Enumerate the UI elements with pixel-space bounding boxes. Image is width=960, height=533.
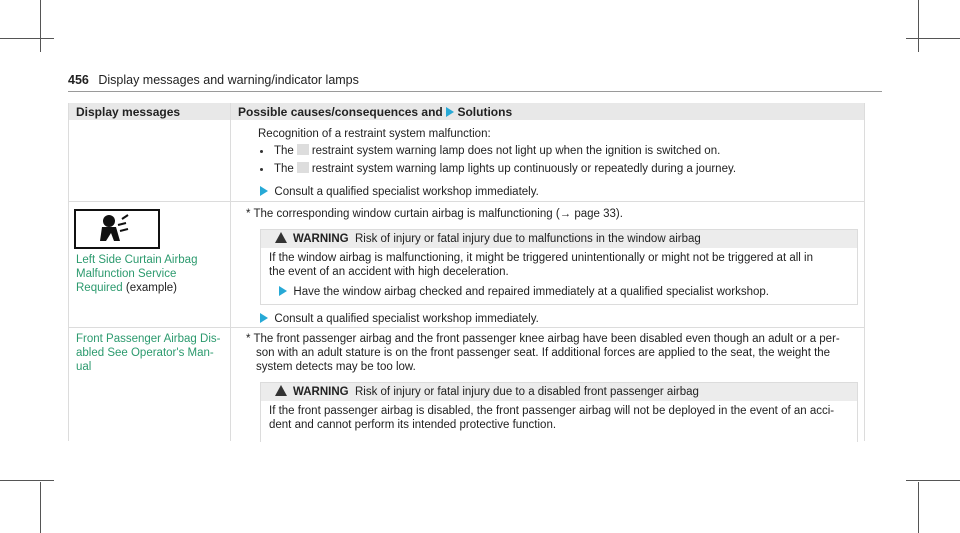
action-text: Consult a qualified specialist workshop immediately. <box>274 313 539 325</box>
arrow-icon <box>279 286 287 296</box>
cause-line: system detects may be too low. <box>256 361 416 373</box>
table-border <box>864 103 865 441</box>
warning-text-line: dent and cannot perform its intended protective function. <box>269 419 557 431</box>
arrow-icon <box>260 186 268 196</box>
bullet <box>260 168 263 171</box>
bullet-prefix: The <box>274 145 294 157</box>
bullet <box>260 150 263 153</box>
bullet-item-2 <box>274 162 736 176</box>
header-divider <box>68 91 882 92</box>
message-line: Malfunction Service <box>76 268 177 280</box>
warning-text-line: If the window airbag is malfunctioning, it might be triggered unintentionally or might not be triggered at all in <box>269 252 813 264</box>
warning-title: Risk of injury or fatal injury due to malfunctions in the window airbag <box>354 233 701 245</box>
restraint-lamp-icon <box>297 162 309 173</box>
table-header <box>68 103 865 120</box>
action-text: Consult a qualified specialist workshop immediately. <box>274 186 539 198</box>
cause-line: son with an adult stature is on the front passenger seat. If additional forces are applied to the seat, the weight the <box>256 347 831 359</box>
bullet-prefix: The <box>274 163 294 175</box>
warning-box <box>260 229 858 305</box>
action-item <box>260 312 539 326</box>
col-header-causes-text: Possible causes/consequences and <box>238 105 443 119</box>
bullet-text: restraint system warning lamp lights up continuously or repeatedly during a journey. <box>311 163 737 175</box>
warning-box <box>260 382 858 442</box>
warning-title: Risk of injury or fatal injury due to a disabled front passenger airbag <box>354 386 699 398</box>
restraint-lamp-icon <box>297 144 309 155</box>
page-number: 456 <box>68 73 89 87</box>
col-header-causes <box>238 105 512 119</box>
page-header-title: Display messages and warning/indicator lamps <box>98 73 359 87</box>
message-line: ual <box>76 361 92 373</box>
crop-mark <box>918 0 919 52</box>
crop-mark <box>0 38 54 39</box>
crop-mark <box>918 482 919 533</box>
warning-title-line <box>275 232 701 246</box>
bullet-item-1 <box>274 144 720 158</box>
cause-text: * The corresponding window curtain airbag is malfunctioning (→ page 33). <box>246 208 623 220</box>
warning-action-text: Have the window airbag checked and repaired immediately at a qualified specialist workshop. <box>293 286 769 298</box>
crop-mark <box>906 480 960 481</box>
message-line: Left Side Curtain Airbag <box>76 254 198 266</box>
airbag-occupant-icon <box>74 209 160 249</box>
bullet-text: restraint system warning lamp does not light up when the ignition is switched on. <box>311 145 721 157</box>
cause-line: * The front passenger airbag and the front passenger knee airbag have been disabled even though an adult or a per- <box>246 333 840 345</box>
warning-text-line: the event of an accident with high deceleration. <box>269 266 509 278</box>
page-header <box>68 73 359 87</box>
warning-triangle-icon <box>275 385 287 396</box>
col-header-solutions-text: Solutions <box>457 105 513 119</box>
arrow-icon <box>260 313 268 323</box>
crop-mark <box>40 0 41 52</box>
column-divider <box>230 103 231 441</box>
warning-text-line: If the front passenger airbag is disabled, the front passenger airbag will not be deployed in the event of an acci- <box>269 405 835 417</box>
warning-action <box>279 285 769 299</box>
message-example: (example) <box>125 282 178 294</box>
table-border <box>68 103 69 441</box>
cause-text <box>246 332 840 374</box>
row-divider <box>68 201 865 202</box>
message-line: Front Passenger Airbag Dis- <box>76 333 221 345</box>
col-header-display-messages: Display messages <box>76 105 181 119</box>
message-left-curtain-airbag <box>76 253 197 295</box>
arrow-icon <box>446 107 454 117</box>
warning-title-line <box>275 385 699 399</box>
message-line: abled See Operator's Man- <box>76 347 214 359</box>
warning-label: WARNING <box>293 386 349 398</box>
crop-mark <box>906 38 960 39</box>
restraint-intro: Recognition of a restraint system malfunction: <box>258 128 491 140</box>
crop-mark <box>40 482 41 533</box>
crop-mark <box>0 480 54 481</box>
message-front-passenger-airbag <box>76 332 220 374</box>
row-divider <box>68 327 865 328</box>
action-item <box>260 185 539 199</box>
warning-label: WARNING <box>293 233 349 245</box>
warning-triangle-icon <box>275 232 287 243</box>
warning-text <box>269 251 813 279</box>
warning-text <box>269 404 834 432</box>
message-line: Required <box>76 282 123 294</box>
